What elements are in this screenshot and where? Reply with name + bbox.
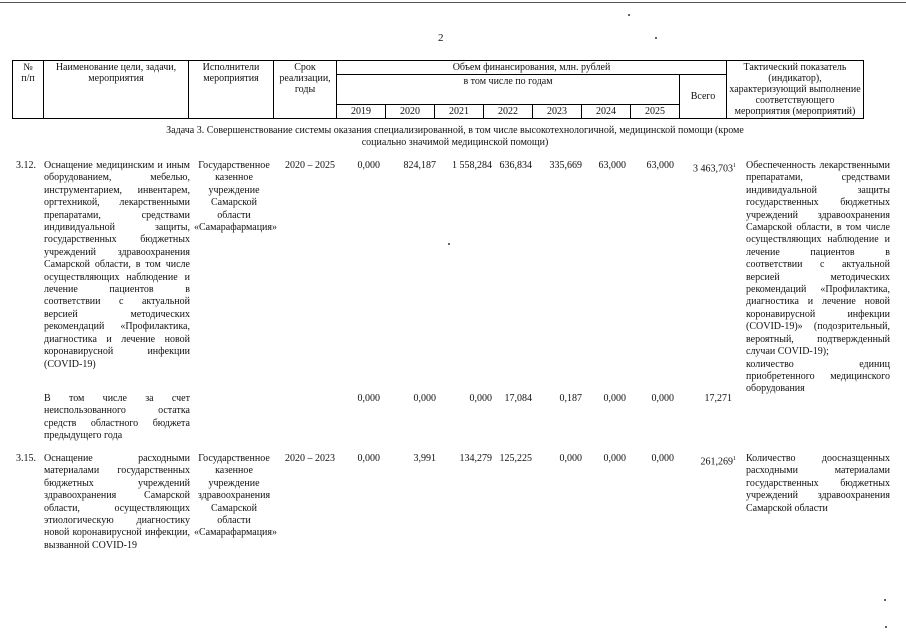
row-num: 3.12.: [16, 160, 36, 171]
row-name: В том числе за счет неиспользованного остатка средств областного бюджета предыдущего года: [44, 393, 190, 442]
page-top-border: [0, 2, 906, 3]
header-indicator: Тактический показатель (индикатор), характеризующий выполнение соответствующего мероприятия (мероприятий): [727, 61, 864, 119]
row-exec: Государственное казенное учреждение Самарской области «Самарафармация»: [194, 160, 278, 234]
indicator-text: Обеспеченность лекарственными препаратами, средствами индивидуальной защиты государственных бюджетных учреждений здравоохранения Самарской области, в том числе осуществляющих наблюдение и лечение пациентов в соответствии с актуальной версией методических рекомендаций «Профилактика, диагностика и лечение новой коронавирусной инфекции (COVID-19)» (подозрительный, вероятный, подтвержденный случаи COVID-19);: [746, 160, 890, 358]
indicator-text-2: количество единиц приобретенного медицинского оборудования: [746, 358, 890, 395]
year-2023: 2023: [533, 105, 582, 119]
header-total: Всего: [680, 75, 727, 119]
scan-speck: [628, 14, 630, 16]
row-num: 3.15.: [16, 453, 36, 464]
value-2023: 0,000: [559, 453, 582, 464]
value-2025: 0,000: [651, 393, 674, 404]
value-2024: 63,000: [598, 160, 626, 171]
year-2022: 2022: [484, 105, 533, 119]
header-table: [12, 60, 864, 119]
scan-speck: [884, 599, 886, 601]
header-term: Срок реализации, годы: [274, 61, 337, 119]
row-term: 2020 – 2023: [285, 453, 335, 464]
scan-speck: [885, 626, 887, 628]
total-footnote-mark: 1: [733, 163, 736, 169]
value-2025: 63,000: [646, 160, 674, 171]
year-2024: 2024: [582, 105, 631, 119]
row-indicator: [746, 160, 890, 396]
header-name: Наименование цели, задачи, мероприятия: [44, 61, 189, 119]
year-2021: 2021: [435, 105, 484, 119]
value-2020: 0,000: [413, 393, 436, 404]
row-name: Оснащение расходными материалами государственных бюджетных учреждений здравоохранения Самарской области, осуществляющих этиологическую диагностику новой коронавирусной инфекции, вызванной COVID-19: [44, 453, 190, 551]
scan-speck: [448, 243, 450, 245]
value-2019: 0,000: [357, 393, 380, 404]
row-total: 17,271: [704, 393, 732, 404]
row-term: 2020 – 2025: [285, 160, 335, 171]
value-2024: 0,000: [603, 393, 626, 404]
scan-speck: [655, 37, 657, 39]
row-name: Оснащение медицинским и иным оборудованием, мебелью, инструментарием, инвентарем, оргтехникой, лекарственными препаратами, средствами индивидуальной защиты, государственных бюджетных учреждений здравоохранения Самарской области, в том числе осуществляющих наблюдение и лечение пациентов в соответствии с актуальной версией методических рекомендаций «Профилактика, диагностика и лечение новой коронавирусной инфекции (COVID-19): [44, 160, 190, 370]
value-2022: 125,225: [499, 453, 532, 464]
header-num: № п/п: [13, 61, 44, 119]
header-volume: Объем финансирования, млн. рублей: [337, 61, 727, 75]
page-number: 2: [438, 32, 444, 44]
header-incl: в том числе по годам: [337, 75, 680, 105]
year-2019: 2019: [337, 105, 386, 119]
value-2021: 134,279: [459, 453, 492, 464]
value-2022: 17,084: [504, 393, 532, 404]
year-2025: 2025: [631, 105, 680, 119]
row-total: [676, 160, 736, 176]
value-2020: 3,991: [413, 453, 436, 464]
header-exec: Исполнители мероприятия: [189, 61, 274, 119]
task-title: Задача 3. Совершенствование системы оказания специализированной, в том числе высокотехнологичной, медицинской помощи (кроме социально значимой медицинской помощи): [166, 125, 744, 148]
total-value: 3 463,703: [693, 163, 733, 175]
value-2025: 0,000: [651, 453, 674, 464]
value-2019: 0,000: [357, 453, 380, 464]
value-2020: 824,187: [403, 160, 436, 171]
year-2020: 2020: [386, 105, 435, 119]
row-indicator: Количество доосназщенных расходными материалами государственных бюджетных учреждений здравоохранения Самарской области: [746, 453, 890, 514]
row-exec: Государственное казенное учреждение здравоохранения Самарской области «Самарафармация»: [194, 453, 278, 539]
value-2021: 0,000: [469, 393, 492, 404]
value-2019: 0,000: [357, 160, 380, 171]
total-footnote-mark: 1: [733, 456, 736, 462]
row-total: [676, 453, 736, 469]
value-2022: 636,834: [499, 160, 532, 171]
value-2023: 335,669: [549, 160, 582, 171]
value-2021: 1 558,284: [452, 160, 492, 171]
total-value: 261,269: [700, 456, 733, 468]
value-2023: 0,187: [559, 393, 582, 404]
value-2024: 0,000: [603, 453, 626, 464]
